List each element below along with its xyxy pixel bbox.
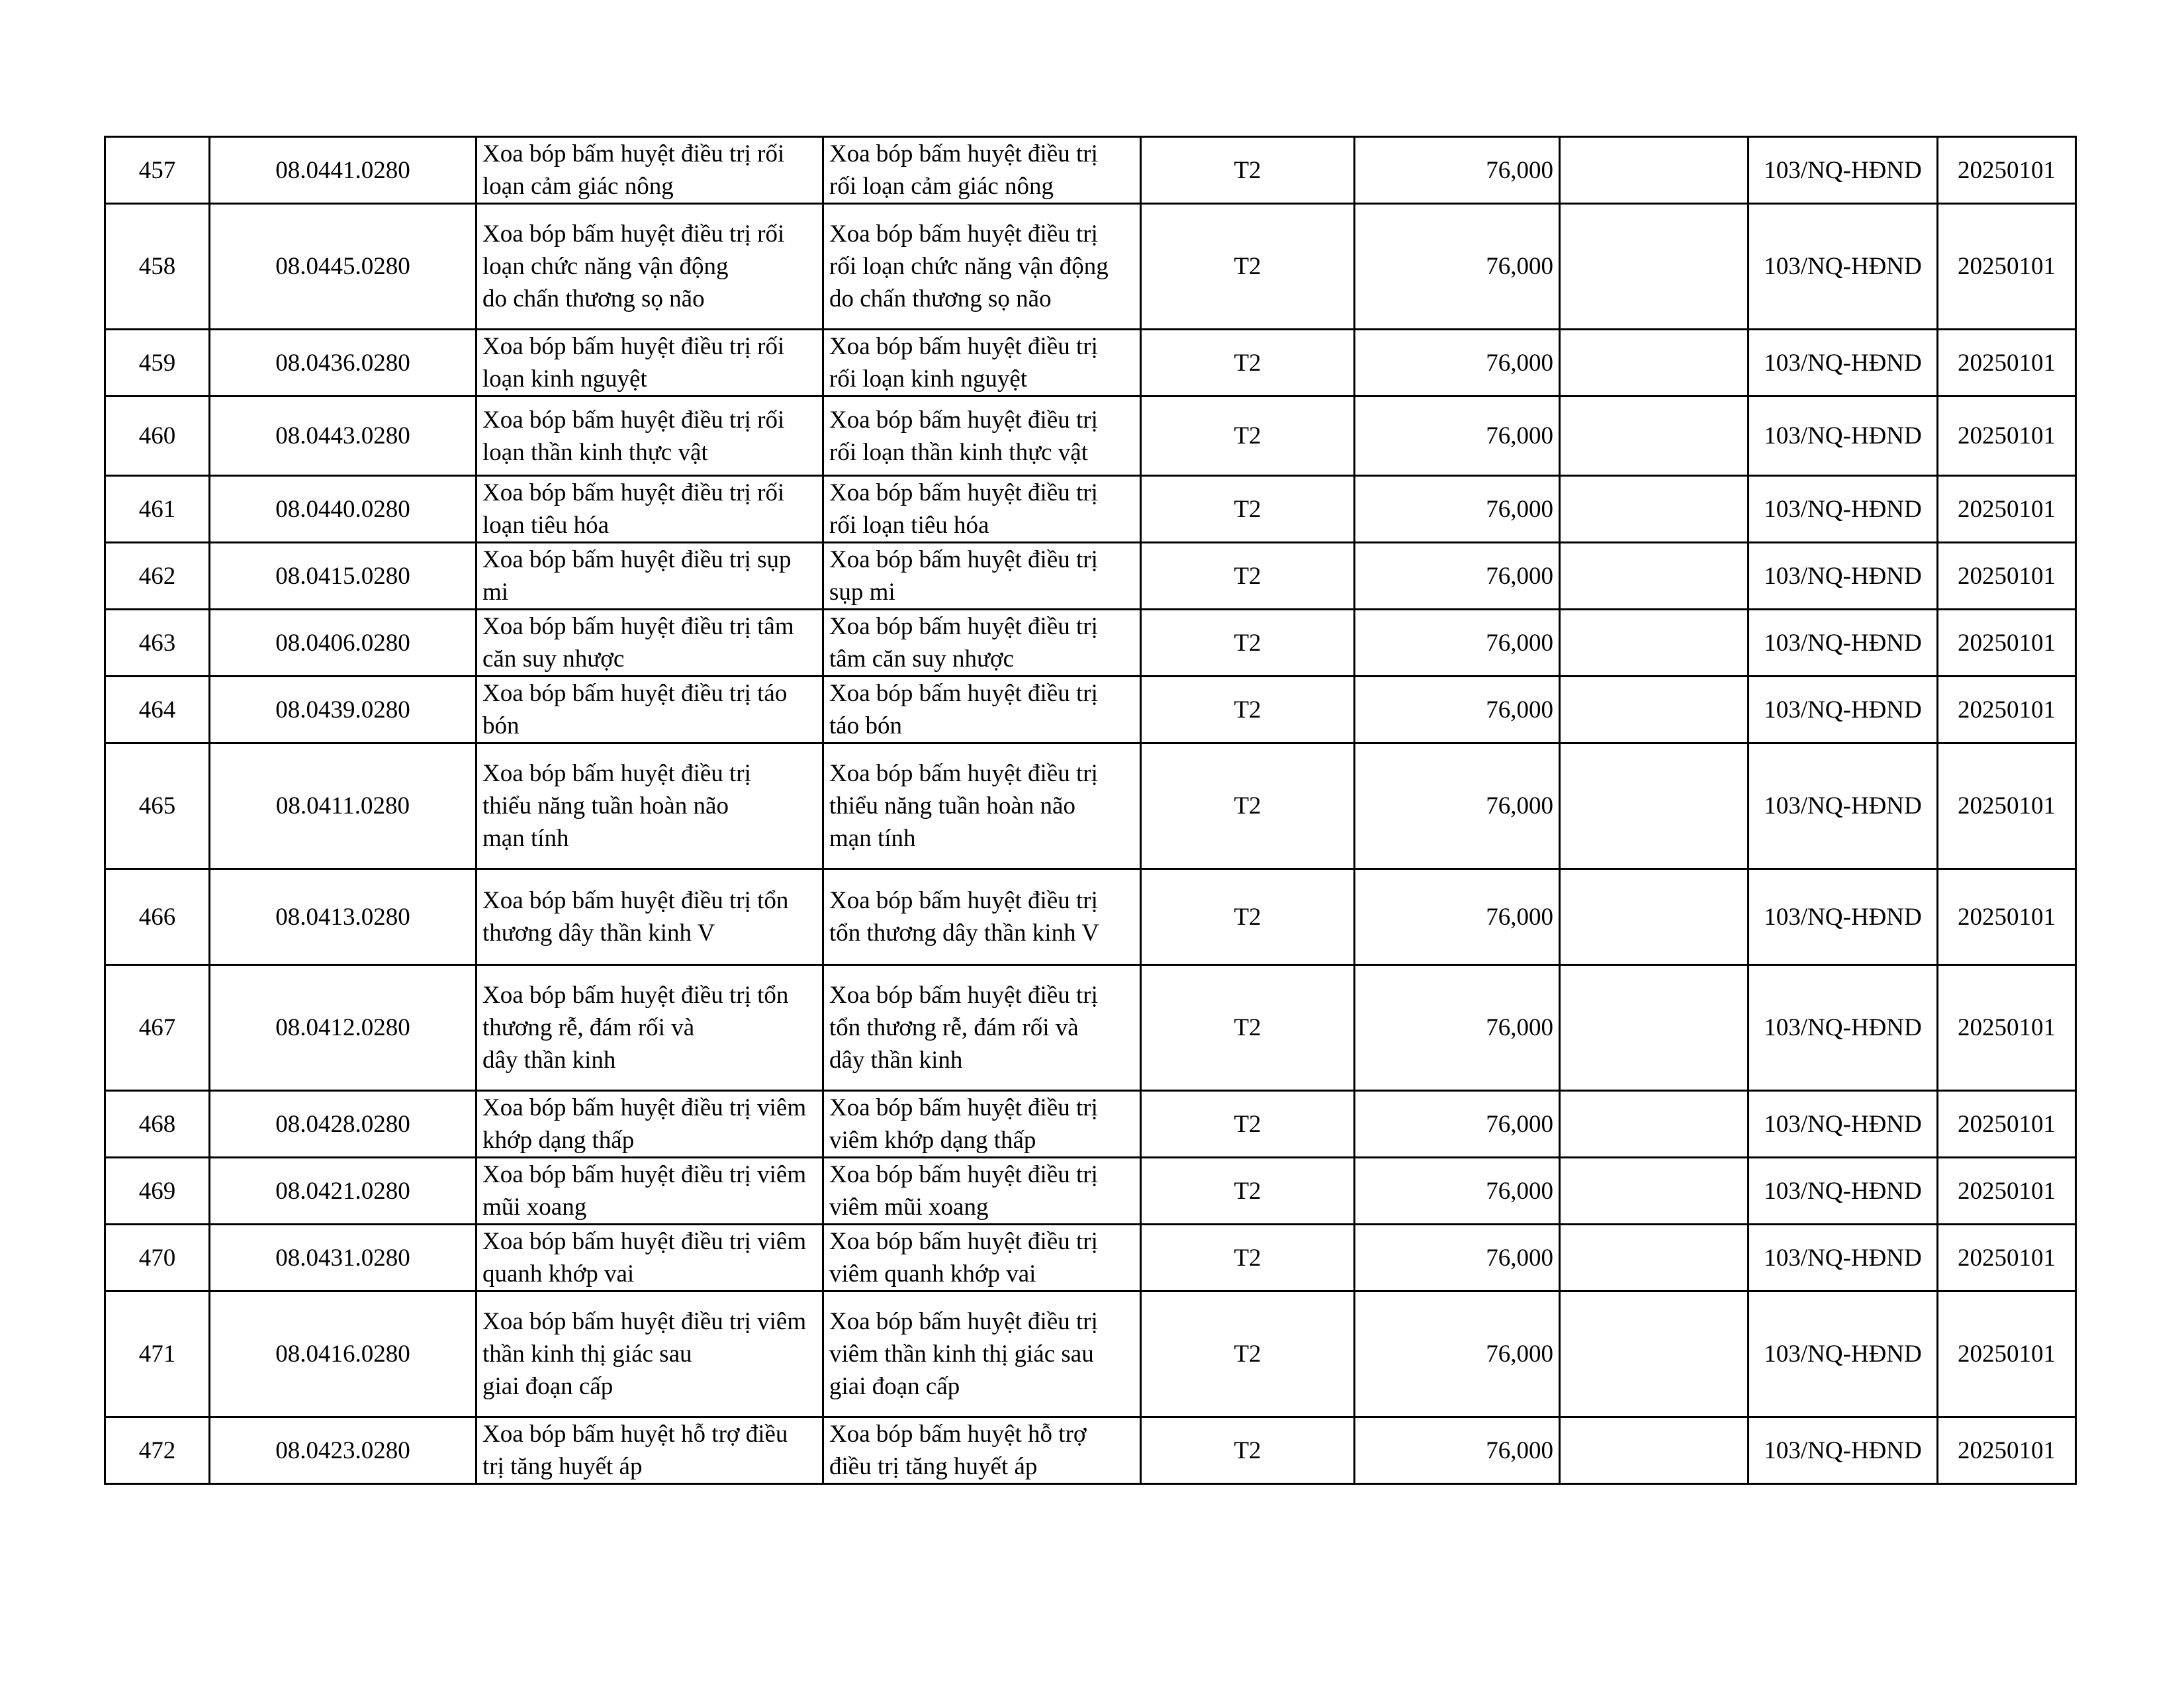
table-row: [105, 397, 2076, 476]
table-row: [105, 1091, 2076, 1158]
resolution-number: 103/NQ-HĐND: [1749, 204, 1938, 330]
service-code: 08.0443.0280: [210, 397, 477, 476]
table-row: [105, 965, 2076, 1091]
service-price: 76,000: [1355, 397, 1560, 476]
service-name: Xoa bóp bấm huyệt điều trị tổn thương rễ, đám rối và dây thần kinh: [477, 965, 823, 1091]
service-price: 76,000: [1355, 1291, 1560, 1417]
table-row: [105, 330, 2076, 397]
service-name-approved: Xoa bóp bấm huyệt điều trị viêm quanh khớp vai: [823, 1225, 1141, 1291]
resolution-number: 103/NQ-HĐND: [1749, 1417, 1938, 1484]
effective-date: 20250101: [1938, 1158, 2076, 1225]
service-code: 08.0436.0280: [210, 330, 477, 397]
service-name-approved: Xoa bóp bấm huyệt điều trị rối loạn chức năng vận động do chấn thương sọ não: [823, 204, 1141, 330]
resolution-number: 103/NQ-HĐND: [1749, 543, 1938, 610]
service-name: Xoa bóp bấm huyệt điều trị rối loạn tiêu hóa: [477, 476, 823, 543]
table-row: [105, 137, 2076, 204]
service-name-approved: Xoa bóp bấm huyệt điều trị viêm thần kinh thị giác sau giai đoạn cấp: [823, 1291, 1141, 1417]
table-body: [105, 137, 2076, 1484]
effective-date: 20250101: [1938, 743, 2076, 869]
resolution-number: 103/NQ-HĐND: [1749, 743, 1938, 869]
service-grade: T2: [1141, 677, 1355, 743]
table-row: [105, 476, 2076, 543]
service-price: 76,000: [1355, 137, 1560, 204]
note-cell: [1560, 743, 1749, 869]
table-row: [105, 543, 2076, 610]
service-code: 08.0416.0280: [210, 1291, 477, 1417]
effective-date: 20250101: [1938, 965, 2076, 1091]
note-cell: [1560, 476, 1749, 543]
row-number: 457: [105, 137, 210, 204]
service-code: 08.0431.0280: [210, 1225, 477, 1291]
service-grade: T2: [1141, 476, 1355, 543]
service-code: 08.0413.0280: [210, 869, 477, 965]
note-cell: [1560, 1091, 1749, 1158]
service-price: 76,000: [1355, 1225, 1560, 1291]
resolution-number: 103/NQ-HĐND: [1749, 330, 1938, 397]
service-grade: T2: [1141, 1225, 1355, 1291]
service-price: 76,000: [1355, 204, 1560, 330]
resolution-number: 103/NQ-HĐND: [1749, 397, 1938, 476]
resolution-number: 103/NQ-HĐND: [1749, 1158, 1938, 1225]
resolution-number: 103/NQ-HĐND: [1749, 869, 1938, 965]
row-number: 464: [105, 677, 210, 743]
resolution-number: 103/NQ-HĐND: [1749, 1291, 1938, 1417]
note-cell: [1560, 1158, 1749, 1225]
service-grade: T2: [1141, 204, 1355, 330]
service-name-approved: Xoa bóp bấm huyệt điều trị sụp mi: [823, 543, 1141, 610]
note-cell: [1560, 137, 1749, 204]
service-price: 76,000: [1355, 1158, 1560, 1225]
service-code: 08.0412.0280: [210, 965, 477, 1091]
service-price: 76,000: [1355, 869, 1560, 965]
effective-date: 20250101: [1938, 543, 2076, 610]
table-row: [105, 677, 2076, 743]
row-number: 466: [105, 869, 210, 965]
effective-date: 20250101: [1938, 1417, 2076, 1484]
service-name: Xoa bóp bấm huyệt điều trị rối loạn thần kinh thực vật: [477, 397, 823, 476]
service-code: 08.0445.0280: [210, 204, 477, 330]
service-name-approved: Xoa bóp bấm huyệt điều trị táo bón: [823, 677, 1141, 743]
service-name: Xoa bóp bấm huyệt điều trị sụp mi: [477, 543, 823, 610]
effective-date: 20250101: [1938, 204, 2076, 330]
service-name: Xoa bóp bấm huyệt điều trị tâm căn suy nhược: [477, 610, 823, 677]
service-price: 76,000: [1355, 743, 1560, 869]
service-code: 08.0406.0280: [210, 610, 477, 677]
service-grade: T2: [1141, 397, 1355, 476]
service-name: Xoa bóp bấm huyệt điều trị rối loạn kinh nguyệt: [477, 330, 823, 397]
resolution-number: 103/NQ-HĐND: [1749, 1225, 1938, 1291]
service-code: 08.0423.0280: [210, 1417, 477, 1484]
effective-date: 20250101: [1938, 330, 2076, 397]
service-grade: T2: [1141, 330, 1355, 397]
note-cell: [1560, 677, 1749, 743]
note-cell: [1560, 397, 1749, 476]
row-number: 467: [105, 965, 210, 1091]
row-number: 461: [105, 476, 210, 543]
row-number: 462: [105, 543, 210, 610]
effective-date: 20250101: [1938, 677, 2076, 743]
service-price: 76,000: [1355, 543, 1560, 610]
service-code: 08.0439.0280: [210, 677, 477, 743]
service-grade: T2: [1141, 1158, 1355, 1225]
service-name-approved: Xoa bóp bấm huyệt điều trị rối loạn thần kinh thực vật: [823, 397, 1141, 476]
service-grade: T2: [1141, 1291, 1355, 1417]
effective-date: 20250101: [1938, 397, 2076, 476]
note-cell: [1560, 1417, 1749, 1484]
row-number: 471: [105, 1291, 210, 1417]
service-name-approved: Xoa bóp bấm huyệt điều trị tâm căn suy nhược: [823, 610, 1141, 677]
service-code: 08.0428.0280: [210, 1091, 477, 1158]
service-grade: T2: [1141, 743, 1355, 869]
row-number: 458: [105, 204, 210, 330]
note-cell: [1560, 610, 1749, 677]
service-name: Xoa bóp bấm huyệt điều trị thiểu năng tuần hoàn não mạn tính: [477, 743, 823, 869]
note-cell: [1560, 1225, 1749, 1291]
note-cell: [1560, 869, 1749, 965]
row-number: 469: [105, 1158, 210, 1225]
effective-date: 20250101: [1938, 869, 2076, 965]
row-number: 468: [105, 1091, 210, 1158]
service-price: 76,000: [1355, 1417, 1560, 1484]
service-code: 08.0440.0280: [210, 476, 477, 543]
service-code: 08.0411.0280: [210, 743, 477, 869]
row-number: 463: [105, 610, 210, 677]
resolution-number: 103/NQ-HĐND: [1749, 610, 1938, 677]
note-cell: [1560, 330, 1749, 397]
table-row: [105, 743, 2076, 869]
service-grade: T2: [1141, 543, 1355, 610]
service-name-approved: Xoa bóp bấm huyệt hỗ trợ điều trị tăng huyết áp: [823, 1417, 1141, 1484]
service-code: 08.0415.0280: [210, 543, 477, 610]
service-grade: T2: [1141, 1091, 1355, 1158]
service-name: Xoa bóp bấm huyệt hỗ trợ điều trị tăng huyết áp: [477, 1417, 823, 1484]
table-row: [105, 1291, 2076, 1417]
service-price: 76,000: [1355, 965, 1560, 1091]
service-name: Xoa bóp bấm huyệt điều trị táo bón: [477, 677, 823, 743]
resolution-number: 103/NQ-HĐND: [1749, 677, 1938, 743]
service-price: 76,000: [1355, 476, 1560, 543]
service-price: 76,000: [1355, 610, 1560, 677]
service-price: 76,000: [1355, 1091, 1560, 1158]
service-price: 76,000: [1355, 677, 1560, 743]
row-number: 470: [105, 1225, 210, 1291]
resolution-number: 103/NQ-HĐND: [1749, 1091, 1938, 1158]
resolution-number: 103/NQ-HĐND: [1749, 137, 1938, 204]
service-code: 08.0441.0280: [210, 137, 477, 204]
service-name-approved: Xoa bóp bấm huyệt điều trị tổn thương dây thần kinh V: [823, 869, 1141, 965]
row-number: 465: [105, 743, 210, 869]
service-name-approved: Xoa bóp bấm huyệt điều trị viêm mũi xoang: [823, 1158, 1141, 1225]
resolution-number: 103/NQ-HĐND: [1749, 476, 1938, 543]
service-grade: T2: [1141, 1417, 1355, 1484]
service-grade: T2: [1141, 137, 1355, 204]
service-name-approved: Xoa bóp bấm huyệt điều trị tổn thương rễ, đám rối và dây thần kinh: [823, 965, 1141, 1091]
service-grade: T2: [1141, 869, 1355, 965]
service-name-approved: Xoa bóp bấm huyệt điều trị rối loạn tiêu hóa: [823, 476, 1141, 543]
note-cell: [1560, 1291, 1749, 1417]
service-code: 08.0421.0280: [210, 1158, 477, 1225]
service-name: Xoa bóp bấm huyệt điều trị viêm thần kinh thị giác sau giai đoạn cấp: [477, 1291, 823, 1417]
table-row: [105, 204, 2076, 330]
row-number: 460: [105, 397, 210, 476]
price-table: [104, 136, 2077, 1485]
row-number: 472: [105, 1417, 210, 1484]
service-grade: T2: [1141, 610, 1355, 677]
service-name: Xoa bóp bấm huyệt điều trị rối loạn chức năng vận động do chấn thương sọ não: [477, 204, 823, 330]
row-number: 459: [105, 330, 210, 397]
effective-date: 20250101: [1938, 610, 2076, 677]
effective-date: 20250101: [1938, 137, 2076, 204]
effective-date: 20250101: [1938, 476, 2076, 543]
table-row: [105, 869, 2076, 965]
service-name-approved: Xoa bóp bấm huyệt điều trị rối loạn cảm giác nông: [823, 137, 1141, 204]
table-row: [105, 1158, 2076, 1225]
service-name-approved: Xoa bóp bấm huyệt điều trị thiểu năng tuần hoàn não mạn tính: [823, 743, 1141, 869]
service-name-approved: Xoa bóp bấm huyệt điều trị rối loạn kinh nguyệt: [823, 330, 1141, 397]
service-name: Xoa bóp bấm huyệt điều trị viêm quanh khớp vai: [477, 1225, 823, 1291]
service-name-approved: Xoa bóp bấm huyệt điều trị viêm khớp dạng thấp: [823, 1091, 1141, 1158]
effective-date: 20250101: [1938, 1291, 2076, 1417]
service-name: Xoa bóp bấm huyệt điều trị viêm mũi xoang: [477, 1158, 823, 1225]
service-price: 76,000: [1355, 330, 1560, 397]
service-grade: T2: [1141, 965, 1355, 1091]
effective-date: 20250101: [1938, 1225, 2076, 1291]
note-cell: [1560, 543, 1749, 610]
table-row: [105, 1225, 2076, 1291]
service-name: Xoa bóp bấm huyệt điều trị tổn thương dây thần kinh V: [477, 869, 823, 965]
resolution-number: 103/NQ-HĐND: [1749, 965, 1938, 1091]
service-name: Xoa bóp bấm huyệt điều trị rối loạn cảm giác nông: [477, 137, 823, 204]
service-name: Xoa bóp bấm huyệt điều trị viêm khớp dạng thấp: [477, 1091, 823, 1158]
table-row: [105, 610, 2076, 677]
effective-date: 20250101: [1938, 1091, 2076, 1158]
note-cell: [1560, 965, 1749, 1091]
table-row: [105, 1417, 2076, 1484]
note-cell: [1560, 204, 1749, 330]
